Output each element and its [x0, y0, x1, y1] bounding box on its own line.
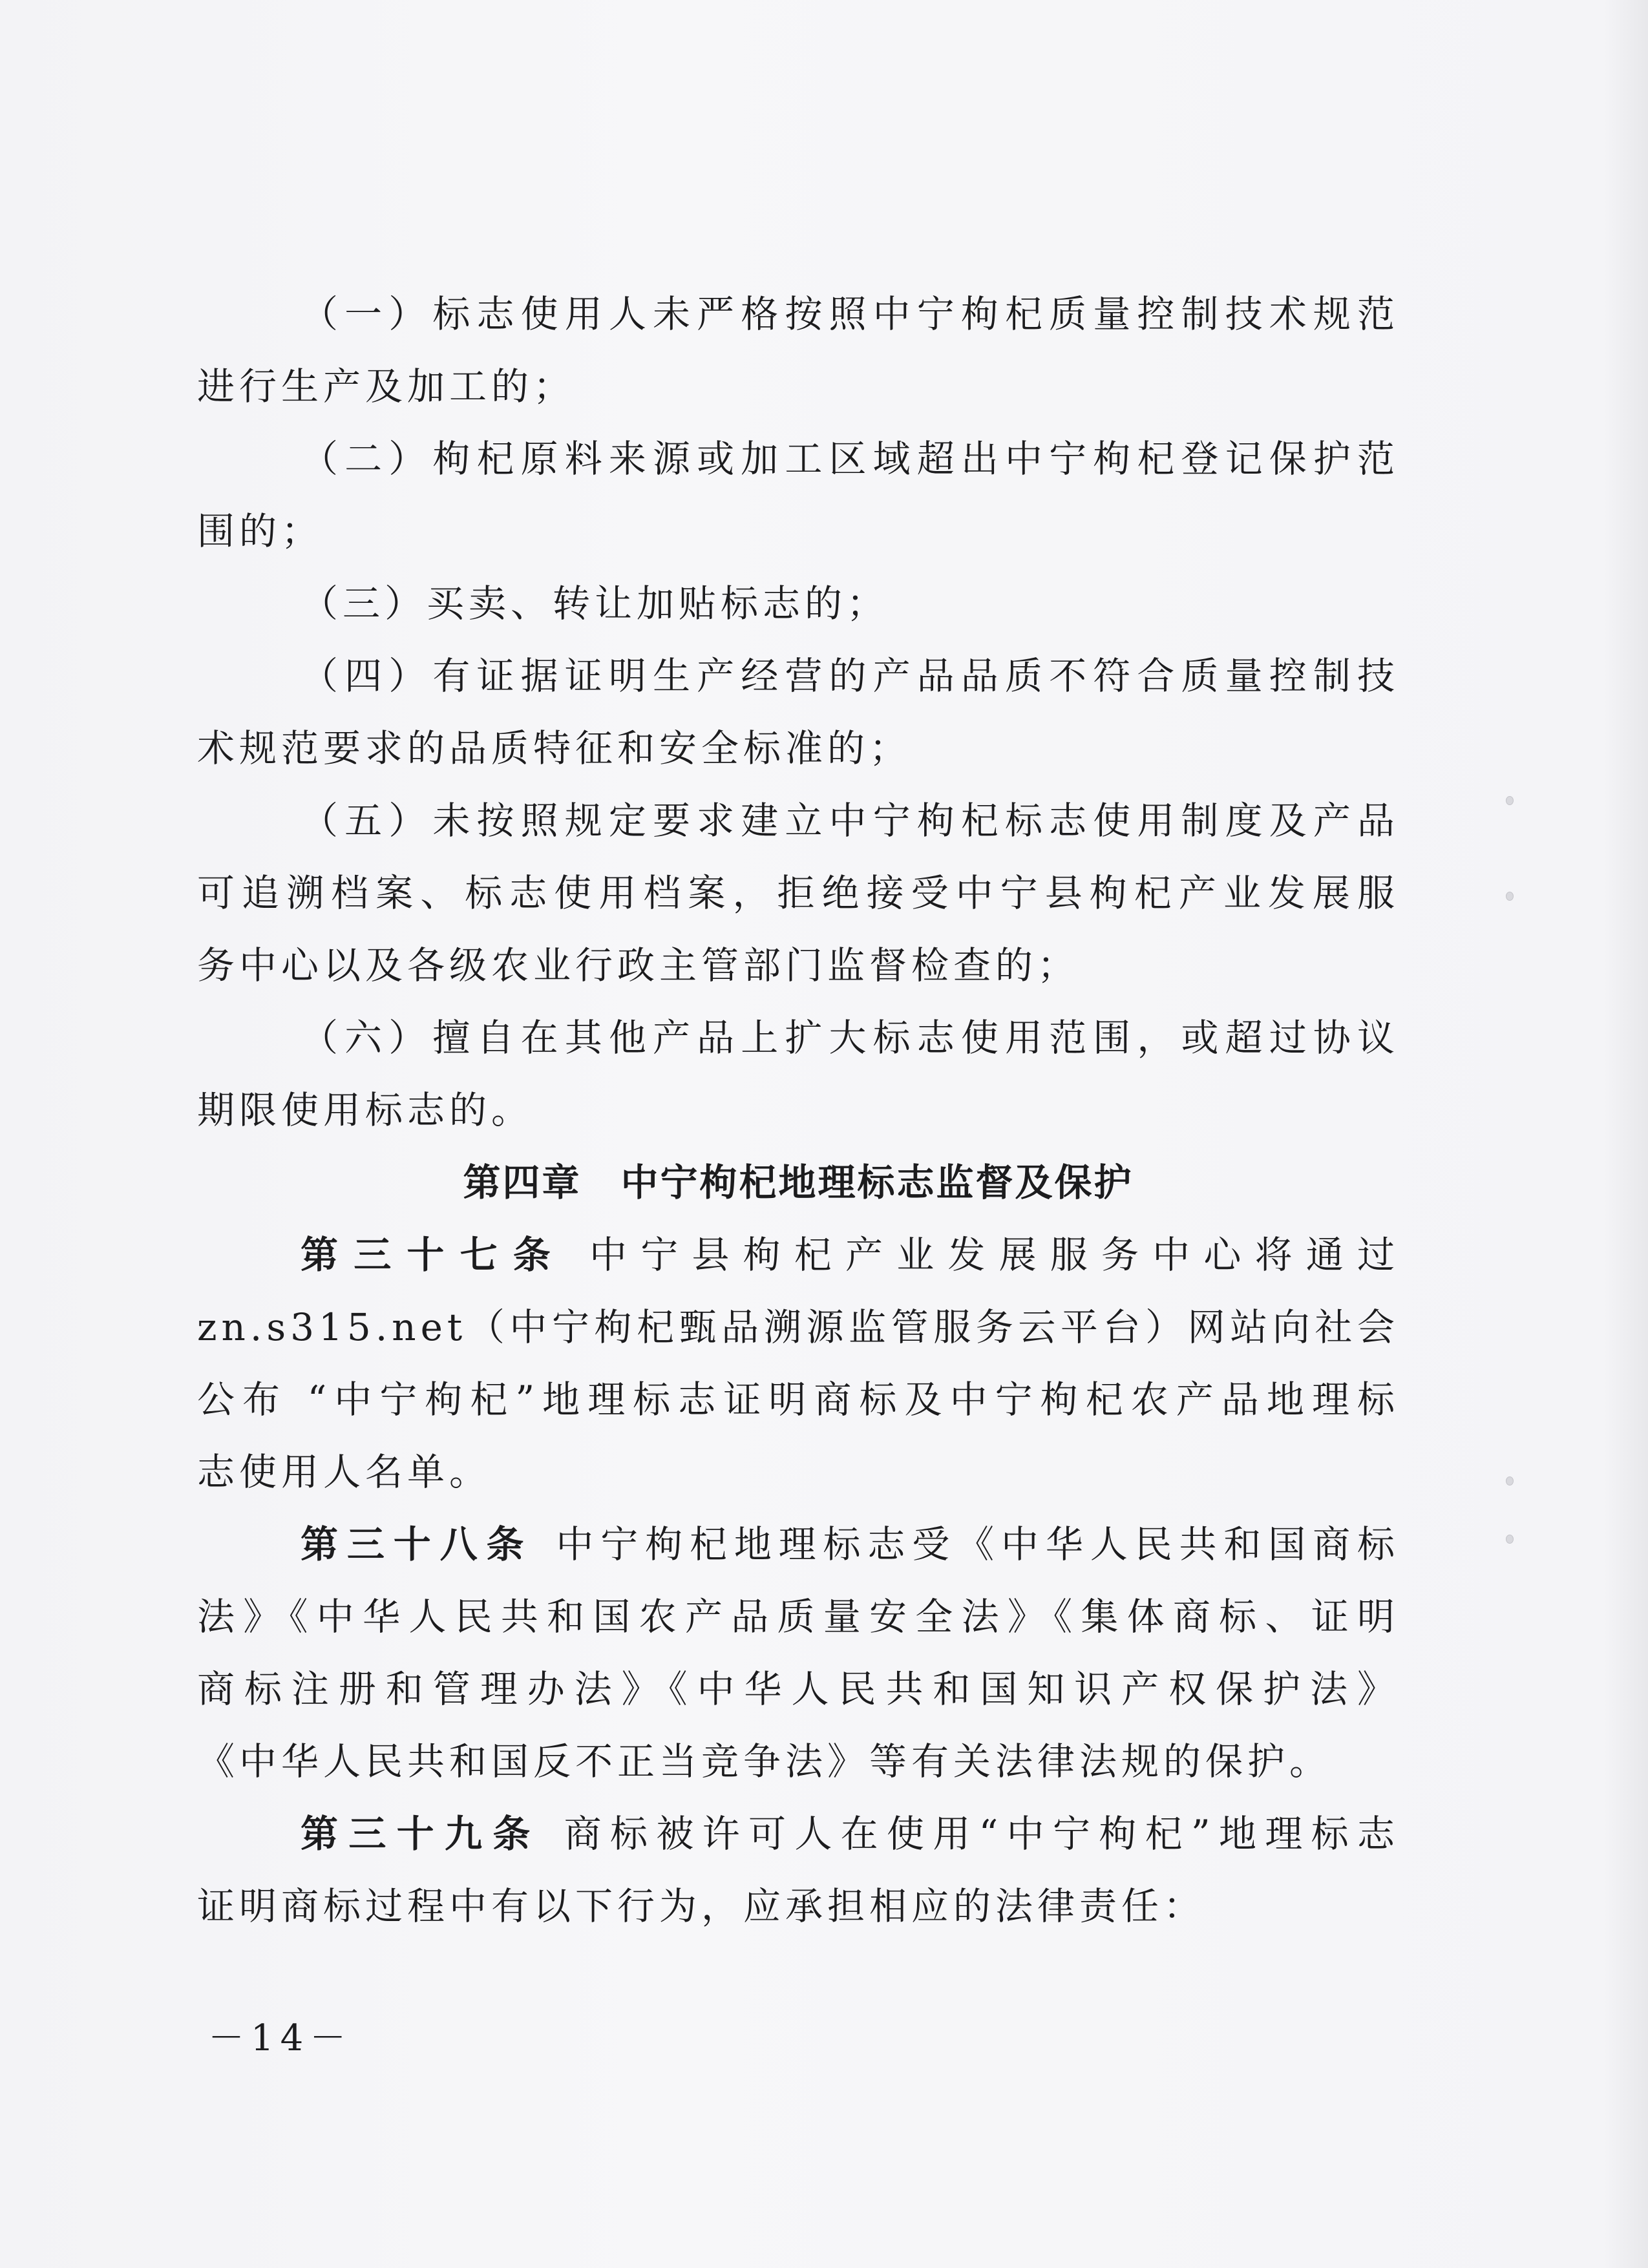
body-line: 围的； [197, 509, 324, 553]
body-line: 法》《中华人民共和国农产品质量安全法》《集体商标、证明 [197, 1595, 1399, 1639]
body-line: 术规范要求的品质特征和安全标准的； [197, 726, 912, 770]
punch-hole-mark [1506, 1535, 1514, 1544]
body-line: 期限使用标志的。 [197, 1088, 534, 1132]
page-number: －14－ [208, 2017, 353, 2059]
body-line: 志使用人名单。 [197, 1450, 492, 1494]
body-line: 可追溯档案、标志使用档案，拒绝接受中宁县枸杞产业发展服 [197, 871, 1399, 915]
body-line: 证明商标过程中有以下行为，应承担相应的法律责任： [197, 1884, 1206, 1928]
body-line: （六）擅自在其他产品上扩大标志使用范围，或超过协议 [301, 1016, 1399, 1060]
body-line: （五）未按照规定要求建立中宁枸杞标志使用制度及产品 [301, 799, 1399, 843]
body-line: zn.s315.net（中宁枸杞甄品溯源监管服务云平台）网站向社会 [197, 1305, 1399, 1349]
body-line: 商标注册和管理办法》《中华人民共和国知识产权保护法》 [197, 1667, 1399, 1711]
article-text: 中宁县枸杞产业发展服务中心将通过 [589, 1233, 1399, 1277]
body-line: 《中华人民共和国反不正当竞争法》等有关法律法规的保护。 [197, 1739, 1332, 1783]
article-first-line [197, 1508, 1399, 1580]
article-number: 第三十九条 [301, 1812, 541, 1856]
body-line: （一）标志使用人未严格按照中宁枸杞质量控制技术规范 [301, 292, 1399, 336]
chapter-heading: 第四章 中宁枸杞地理标志监督及保护 [463, 1160, 1134, 1204]
body-line: （四）有证据证明生产经营的产品品质不符合质量控制技 [301, 654, 1399, 698]
body-line: 公布 “中宁枸杞”地理标志证明商标及中宁枸杞农产品地理标 [197, 1378, 1399, 1422]
article-first-line [197, 1798, 1399, 1870]
article-first-line [197, 1219, 1399, 1291]
punch-hole-mark [1506, 1476, 1514, 1486]
article-text: 中宁枸杞地理标志受《中华人民共和国商标 [556, 1522, 1399, 1566]
punch-hole-mark [1506, 892, 1514, 901]
body-line: （三）买卖、转让加贴标志的； [301, 582, 889, 625]
article-number: 第三十七条 [301, 1233, 566, 1277]
article-text: 商标被许可人在使用“中宁枸杞”地理标志 [564, 1812, 1399, 1856]
body-line: 务中心以及各级农业行政主管部门监督检查的； [197, 943, 1080, 987]
punch-hole-mark [1506, 796, 1514, 805]
page-edge-shadow [1603, 0, 1648, 2268]
body-line: （二）枸杞原料来源或加工区域超出中宁枸杞登记保护范 [301, 437, 1399, 481]
article-number: 第三十八条 [301, 1522, 533, 1566]
document-body [197, 278, 1399, 1942]
body-line: 进行生产及加工的； [197, 364, 576, 408]
